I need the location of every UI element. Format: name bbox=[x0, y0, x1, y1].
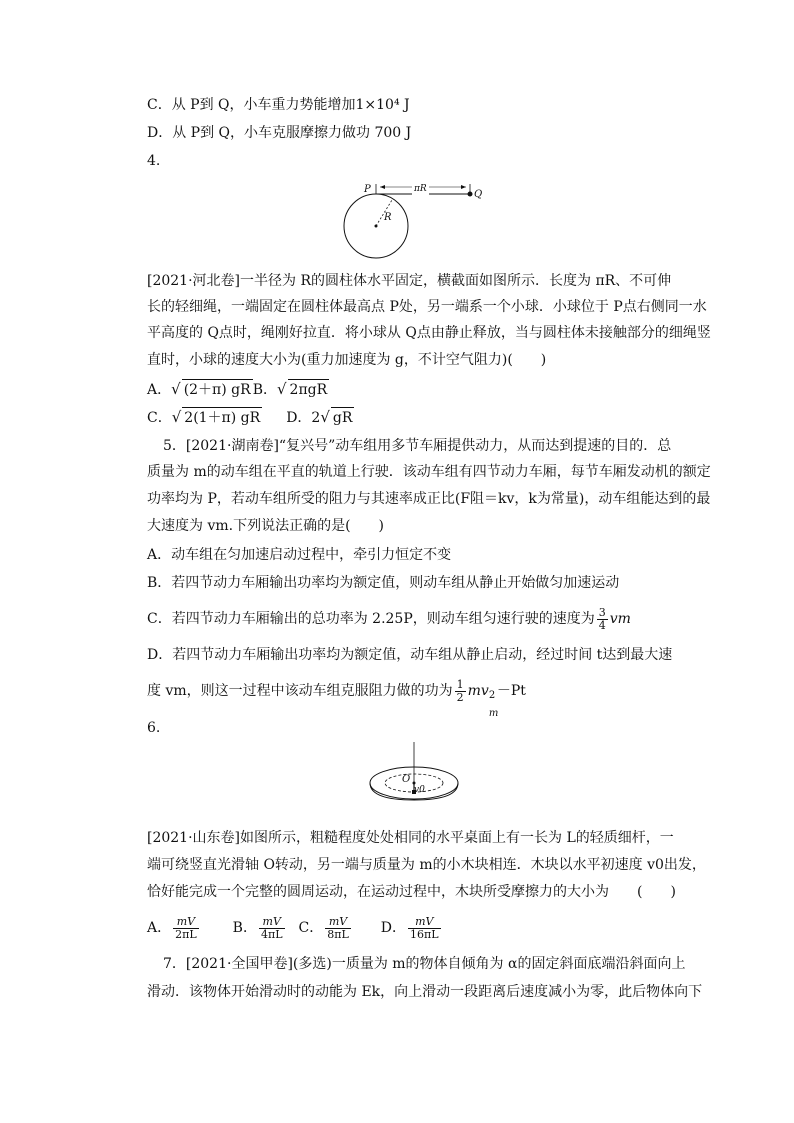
q5-option-d-mv: mv bbox=[467, 683, 489, 699]
q4-option-d-label: D．2 bbox=[286, 410, 321, 426]
q5-option-d-line-1: D．若四节动力车厢输出功率均为额定值，动车组从静止启动，经过时间 t达到最大速 bbox=[147, 647, 673, 663]
q4-option-d-radicand: gR bbox=[331, 407, 355, 428]
q4-stem-line-2: 长的轻细绳，一端固定在圆柱体最高点 P处，另一端系一个小球．小球位于 P点右侧同一水 bbox=[147, 299, 707, 315]
q5-option-c-text: C．若四节动力车厢输出的总功率为 2.25P，则动车组匀速行驶的速度为 bbox=[147, 611, 595, 627]
q4-options-cd: C．√ 2(1＋π) gR D．2√ gR bbox=[147, 408, 353, 426]
q6-option-b-label: B． bbox=[232, 920, 257, 936]
q4-number: 4. bbox=[147, 153, 161, 169]
q4-option-a-label: A． bbox=[147, 382, 172, 398]
q6-option-d-label: D． bbox=[380, 920, 407, 936]
q5-option-d-line-2 bbox=[147, 676, 526, 719]
q5-option-d-end: －Pt bbox=[496, 683, 526, 699]
q5-option-c-num: 3 bbox=[598, 605, 606, 619]
q4-figure-label-pir: πR bbox=[412, 179, 429, 199]
q5-option-d-den: 2 bbox=[456, 690, 464, 704]
q4-figure-label-p: P bbox=[364, 184, 371, 195]
q4-stem-line-1: [2021·河北卷]一半径为 R的圆柱体水平固定，横截面如图所示．长度为 πR、不可伸 bbox=[147, 273, 672, 289]
q5-stem-line-3: 功率均为 P，若动车组所受的阻力与其速率成正比(F阻＝kv，k为常量)，动车组能达到的最 bbox=[147, 491, 711, 507]
q6-figure-label-v0: v0 bbox=[414, 785, 425, 795]
q4-stem-line-3: 平高度的 Q点时，绳刚好拉直．将小球从 Q点由静止释放，当与圆柱体未接触部分的细绳竖 bbox=[147, 325, 711, 341]
q6-option-b-fraction bbox=[259, 916, 285, 941]
q4-option-c-radicand: 2(1＋π) gR bbox=[182, 407, 262, 428]
q6-option-b-num: mV bbox=[259, 916, 285, 929]
q6-option-b-den: 4πL bbox=[260, 927, 283, 941]
q5-option-c-vm: vm bbox=[609, 611, 631, 627]
q6-option-c-fraction bbox=[325, 916, 351, 941]
q6-options bbox=[147, 912, 443, 944]
q4-option-b-label: B． bbox=[252, 382, 277, 398]
q4-figure-label-q: Q bbox=[474, 189, 483, 200]
q5-option-c-fraction bbox=[597, 607, 608, 632]
q5-stem-line-4: 大速度为 vm.下列说法正确的是( ) bbox=[147, 518, 385, 534]
q6-option-d-num: mV bbox=[408, 916, 441, 929]
q4-stem-line-4: 直时，小球的速度大小为(重力加速度为 g，不计空气阻力)( ) bbox=[147, 352, 547, 368]
q4-option-b-radicand: 2πgR bbox=[288, 379, 330, 400]
q4-options-ab: A．√ (2＋π) gR B．√ 2πgR bbox=[147, 380, 328, 398]
q6-option-c-label: C． bbox=[298, 920, 324, 936]
q6-number: 6. bbox=[147, 720, 161, 736]
q3-option-d: D．从 P到 Q，小车克服摩擦力做功 700 J bbox=[147, 125, 412, 141]
q5-stem-line-2: 质量为 m的动车组在平直的轨道上行驶．该动车组有四节动力车厢，每节车厢发动机的额定 bbox=[147, 464, 711, 480]
q6-option-a-fraction bbox=[173, 916, 199, 941]
q4-option-a-radicand: (2＋π) gR bbox=[182, 379, 253, 400]
q6-option-c-den: 8πL bbox=[327, 927, 349, 941]
q6-stem-line-3: 恰好能完成一个完整的圆周运动，在运动过程中，木块所受摩擦力的大小为 ( ) bbox=[147, 884, 676, 900]
q6-option-d-fraction bbox=[408, 916, 441, 941]
q6-option-c-num: mV bbox=[325, 916, 351, 929]
q4-figure-label-r: R bbox=[384, 212, 392, 223]
q5-stem-line-1: 5．[2021·湖南卷]“复兴号”动车组用多节车厢提供动力，从而达到提速的目的．总 bbox=[163, 438, 672, 454]
q5-option-a: A．动车组在匀加速启动过程中，牵引力恒定不变 bbox=[147, 547, 452, 563]
q5-option-d-text: 度 vm，则这一过程中该动车组克服阻力做的功为 bbox=[147, 683, 453, 699]
q6-figure-table bbox=[368, 738, 460, 818]
q6-stem-line-2: 端可绕竖直光滑轴 O转动，另一端与质量为 m的小木块相连．木块以水平初速度 v0出发， bbox=[147, 857, 706, 873]
q3-option-c: C．从 P到 Q，小车重力势能增加1×10⁴ J bbox=[147, 97, 410, 113]
q5-option-c-den: 4 bbox=[598, 618, 606, 632]
q6-stem-line-1: [2021·山东卷]如图所示，粗糙程度处处相同的水平桌面上有一长为 L的轻质细杆，一 bbox=[147, 830, 674, 846]
q5-option-d-fraction bbox=[455, 679, 466, 704]
q5-option-c bbox=[147, 604, 631, 634]
q5-option-d-num: 1 bbox=[456, 677, 464, 691]
q6-figure-label-o: O bbox=[402, 774, 411, 785]
q5-option-d-exp: 2 bbox=[488, 690, 496, 701]
q6-option-a-label: A． bbox=[147, 920, 172, 936]
q5-option-b: B．若四节动力车厢输出功率均为额定值，则动车组从静止开始做匀加速运动 bbox=[147, 575, 620, 591]
q4-option-c-label: C． bbox=[147, 410, 172, 426]
q6-option-d-den: 16πL bbox=[410, 927, 439, 941]
q7-stem-line-2: 滑动．该物体开始滑动时的动能为 Ek，向上滑动一段距离后速度减小为零，此后物体向下 bbox=[147, 984, 703, 1000]
q6-option-a-den: 2πL bbox=[175, 927, 197, 941]
q7-stem-line-1: 7．[2021·全国甲卷](多选)一质量为 m的物体自倾角为 α的固定斜面底端沿斜面向上 bbox=[163, 956, 686, 972]
q5-option-d-sub: m bbox=[488, 708, 499, 719]
q6-option-a-num: mV bbox=[173, 916, 199, 929]
